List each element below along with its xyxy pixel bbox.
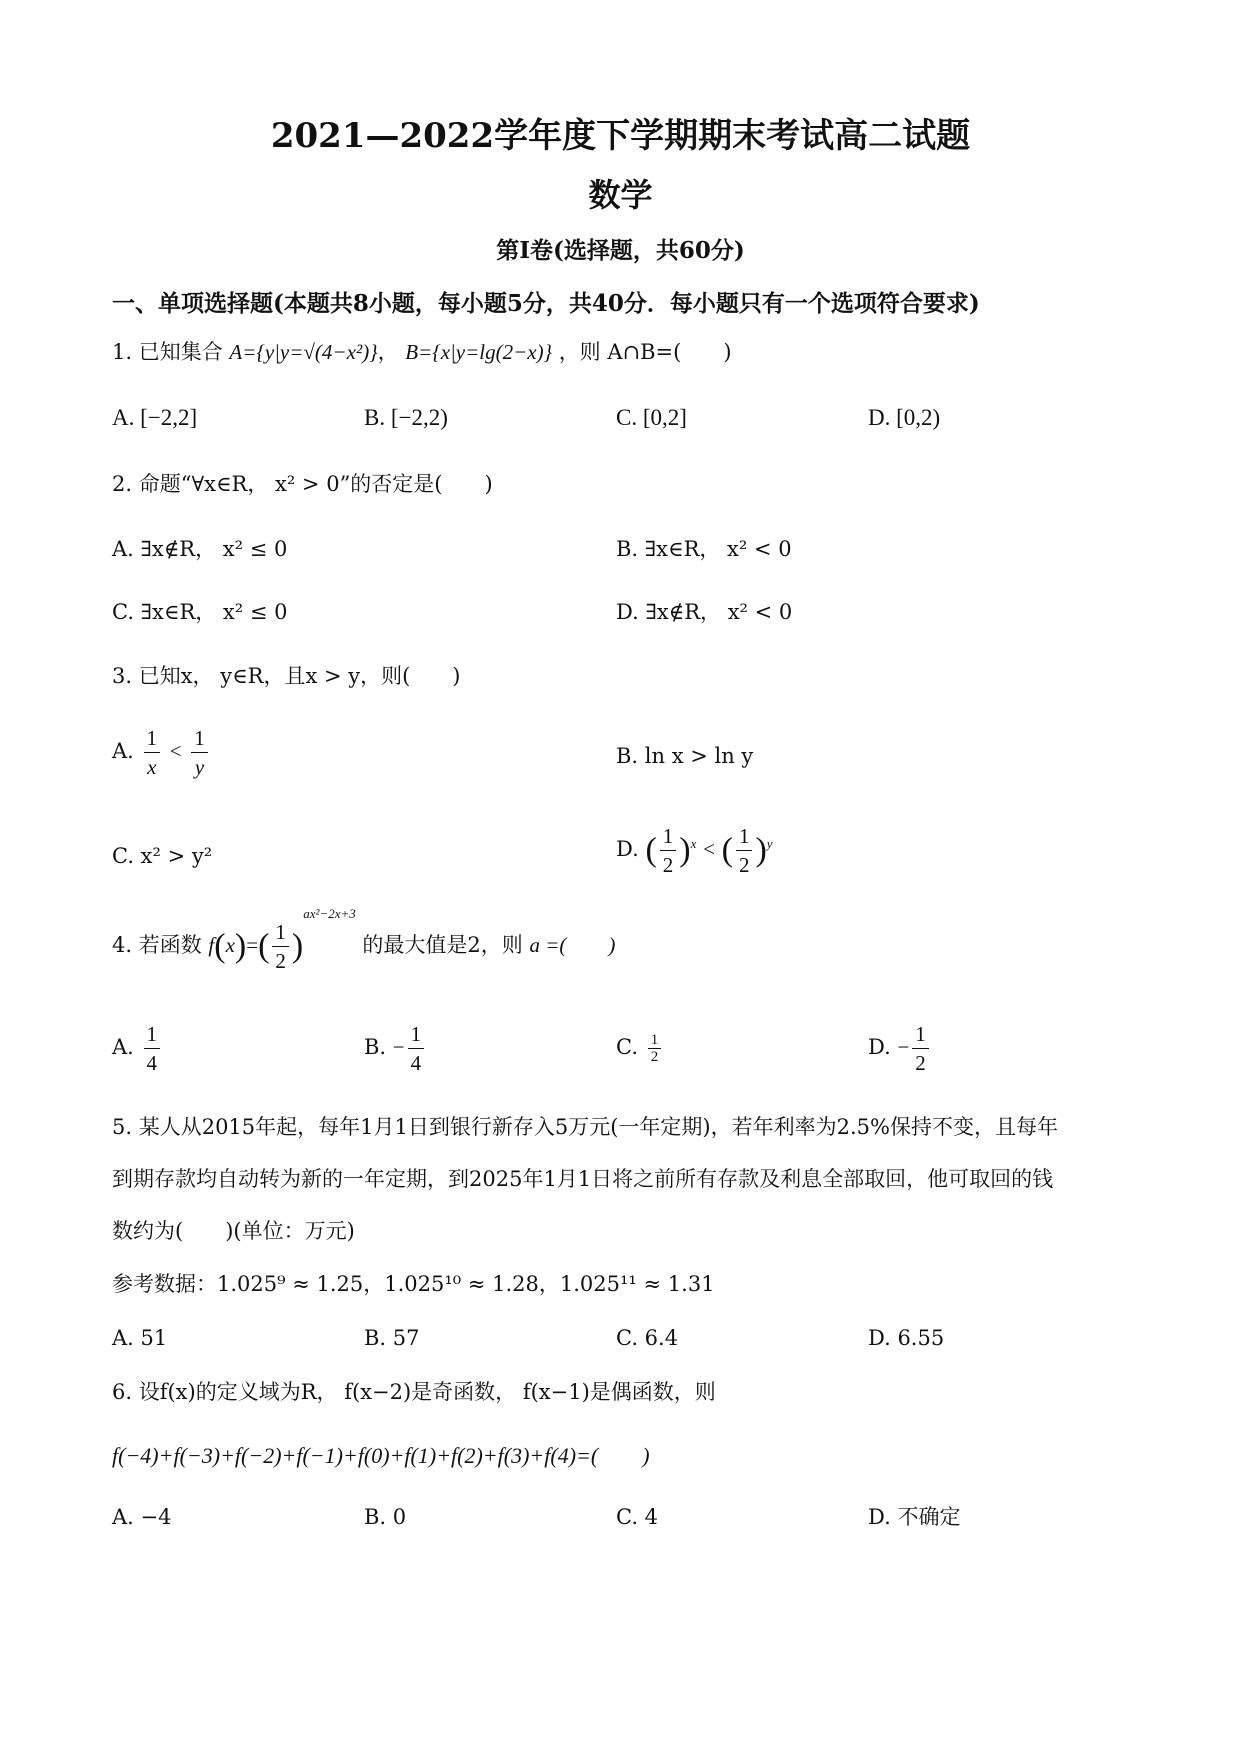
q2-option-d: D. ∃x∉R， x² < 0: [616, 600, 793, 624]
fraction-1-over-y: $\frac{1}{y}$: [191, 724, 208, 781]
q6-option-a: A. −4: [112, 1505, 172, 1529]
q1-option-c: C. [0,2]: [616, 405, 687, 430]
q5-line-1: 5. 某人从2015年起，每年1月1日到银行新存入5万元(一年定期)，若年利率为2.5%保持不变，且每年: [112, 1115, 1058, 1139]
q4-tail: 的最大值是2，则: [362, 933, 523, 957]
q2-option-c: C. ∃x∈R， x² ≤ 0: [112, 600, 288, 624]
q3-option-c: C. x² > y²: [112, 844, 213, 868]
q1-tail: ，则 A∩B=( ): [558, 340, 732, 364]
q3-option-a: A. $\frac{1}{x}$ < $\frac{1}{y}$: [112, 724, 211, 781]
q1-option-d: D. [0,2): [868, 405, 941, 430]
fraction-1-over-x: $\frac{1}{x}$: [144, 724, 161, 781]
q5-reference-data: 参考数据：1.025⁹ ≈ 1.25，1.025¹⁰ ≈ 1.28，1.025¹¹ ≈ 1.31: [112, 1272, 715, 1296]
fraction-one-half: $\frac{1}{2}$: [272, 918, 289, 975]
subject-title: 数学: [588, 176, 653, 214]
q6-line-2: f(−4)+f(−3)+f(−2)+f(−1)+f(0)+f(1)+f(2)+f(3)+f(4)=( ): [112, 1443, 650, 1468]
q1-option-a: A. [−2,2]: [112, 405, 198, 430]
q4-option-a: A. $\frac{1}{4}$: [112, 1020, 163, 1077]
q1-lead: 已知集合: [138, 340, 223, 364]
question-4: 4. 若函数 f(x)=( $\frac{1}{2}$ )$^{ax^2-2x+3}$ 的最大值是2，则 a =( ): [112, 906, 616, 973]
q2-option-b: B. ∃x∈R， x² < 0: [616, 537, 792, 561]
q4-lead: 若函数: [138, 933, 202, 957]
q5-option-a: A. 51: [112, 1326, 168, 1350]
q3-option-d: D. ( $\frac{1}{2}$ )$^x$ < ( $\frac{1}{2}$ )$^y$: [616, 824, 773, 877]
q6-line-1: 6. 设f(x)的定义域为R， f(x−2)是奇函数， f(x−1)是偶函数，则: [112, 1380, 716, 1404]
q2-option-a: A. ∃x∉R， x² ≤ 0: [112, 537, 288, 561]
section-heading: 一、单项选择题(本题共8小题，每小题5分，共40分．每小题只有一个选项符合要求): [112, 290, 980, 317]
q4-option-b: B. − $\frac{1}{4}$: [364, 1020, 427, 1077]
question-3: 3. 已知x， y∈R，且x > y，则( ): [112, 664, 461, 688]
q1-set-b: B={x|y=lg(2−x)}: [405, 340, 552, 364]
q5-option-b: B. 57: [364, 1326, 420, 1350]
q5-line-3: 数约为( )(单位：万元): [112, 1219, 355, 1243]
q3-option-a-label: A.: [112, 739, 134, 763]
q4-option-c: C. $\frac{1}{2}$: [616, 1032, 664, 1065]
q1-option-b: B. [−2,2): [364, 405, 448, 430]
volume-title: 第Ⅰ卷(选择题，共60分): [496, 237, 745, 264]
q1-set-a: A={y|y=√(4−x²)}: [229, 340, 378, 364]
q5-option-d: D. 6.55: [868, 1326, 945, 1350]
q5-line-2: 到期存款均自动转为新的一年定期，到2025年1月1日将之前所有存款及利息全部取回，他可取回的钱: [112, 1167, 1054, 1191]
q3-option-d-label: D.: [616, 837, 639, 861]
q1-number: 1.: [112, 340, 133, 364]
q4-option-c-label: C.: [616, 1035, 638, 1059]
q6-option-d: D. 不确定: [868, 1505, 961, 1529]
q4-option-d-label: D.: [868, 1035, 891, 1059]
question-2: 2. 命题“∀x∈R， x² > 0”的否定是( ): [112, 472, 493, 496]
q4-option-b-label: B.: [364, 1035, 387, 1059]
q3-option-b: B. ln x > ln y: [616, 744, 754, 768]
q4-option-a-label: A.: [112, 1035, 134, 1059]
q5-option-c: C. 6.4: [616, 1326, 679, 1350]
q4-number: 4.: [112, 933, 133, 957]
q4-option-d: D. − $\frac{1}{2}$: [868, 1020, 932, 1077]
q6-option-c: C. 4: [616, 1505, 659, 1529]
q6-option-b: B. 0: [364, 1505, 407, 1529]
q4-exponent: ax²−2x+3: [303, 906, 356, 921]
exam-title: 2021—2022学年度下学期期末考试高二试题: [270, 116, 971, 156]
fraction-one-half: $\frac{1}{2}$: [660, 822, 677, 879]
q4-tail-2: a =( ): [529, 933, 616, 957]
fraction-one-half: $\frac{1}{2}$: [736, 822, 753, 879]
question-1: 1. 已知集合 A={y|y=√(4−x²)}， B={x|y=lg(2−x)} ，则 A∩B=( ): [112, 340, 732, 364]
